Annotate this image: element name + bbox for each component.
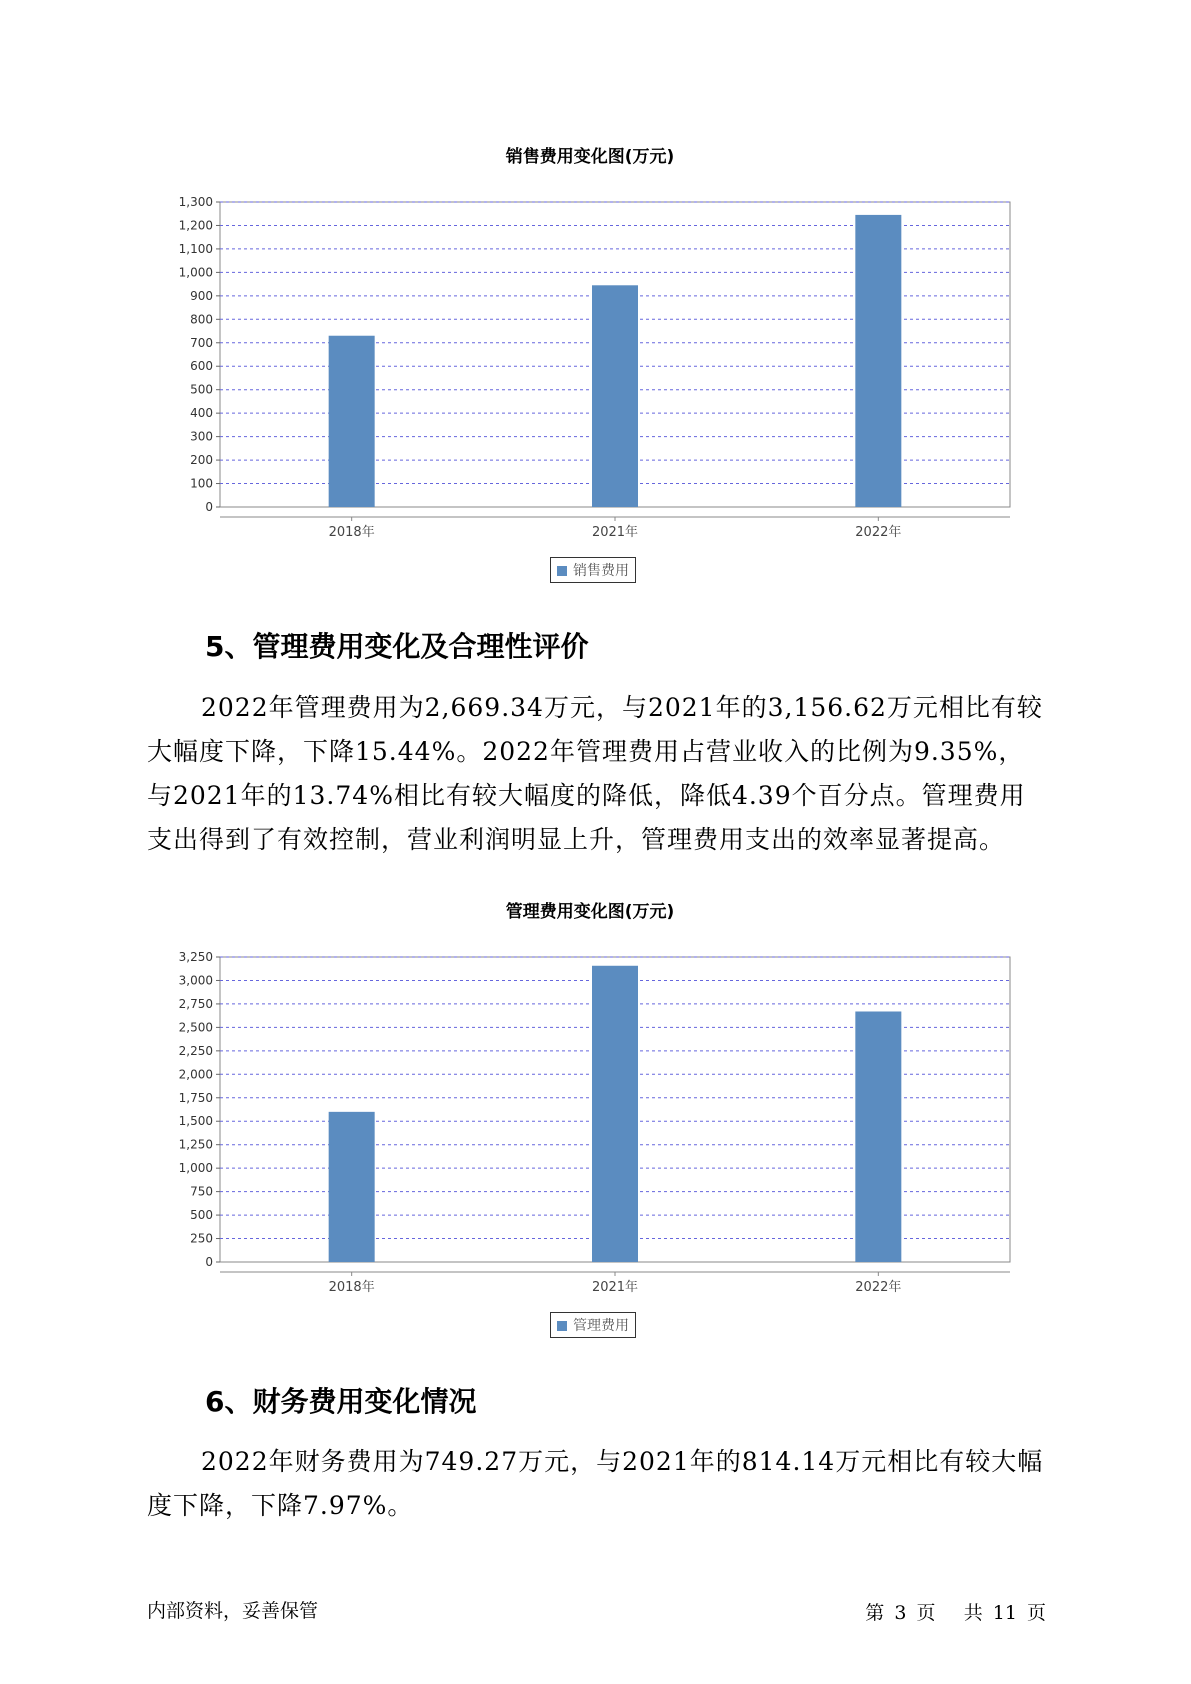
chart-title: 销售费用变化图(万元) [505, 147, 675, 167]
y-tick-label: 3,000 [178, 973, 213, 988]
bar [592, 966, 638, 1262]
y-tick-label: 1,000 [178, 1161, 213, 1176]
x-tick-label: 2018年 [328, 525, 375, 540]
section-6-paragraph: 2022年财务费用为749.27万元，与2021年的814.14万元相比有较大幅度下降，下降7.97%。 [147, 1447, 1044, 1520]
bar [855, 1011, 901, 1262]
bar [855, 215, 901, 507]
y-tick-label: 1,000 [178, 265, 213, 280]
y-tick-label: 250 [190, 1231, 213, 1246]
bar [592, 285, 638, 507]
y-tick-label: 700 [190, 335, 213, 350]
y-tick-label: 600 [190, 359, 213, 374]
x-tick-label: 2021年 [591, 1280, 639, 1295]
legend-label: 销售费用 [573, 563, 629, 579]
y-tick-label: 300 [190, 429, 213, 444]
y-tick-label: 1,750 [178, 1090, 213, 1105]
x-tick-label: 2022年 [855, 1280, 902, 1295]
page-num: 3 [894, 1602, 907, 1624]
page-prefix: 第 [865, 1602, 885, 1624]
x-tick-label: 2021年 [591, 525, 639, 540]
y-tick-label: 2,250 [178, 1043, 213, 1058]
y-tick-label: 500 [190, 382, 213, 397]
y-tick-label: 750 [190, 1184, 213, 1199]
y-tick-label: 3,250 [178, 950, 213, 964]
bar [329, 336, 375, 507]
bar [329, 1112, 375, 1262]
y-tick-label: 0 [205, 500, 213, 514]
y-tick-label: 800 [190, 312, 213, 327]
admin-expense-chart [160, 897, 1020, 1347]
y-tick-label: 500 [190, 1208, 213, 1223]
y-tick-label: 2,500 [178, 1020, 213, 1035]
section-5-paragraph: 2022年管理费用为2,669.34万元，与2021年的3,156.62万元相比有较大幅度下降，下降15.44%。2022年管理费用占营业收入的比例为9.35%，与2021年的13.74%相比有较大幅度的降低，降低4.39个百分点。管理费用支出得到了有效控制，营业利润明显上升，管理费用支出的效率显著提高。 [147, 693, 1043, 854]
legend-label: 管理费用 [573, 1318, 629, 1334]
footer-page-number [863, 1598, 1048, 1625]
y-tick-label: 200 [190, 453, 213, 468]
section-5-heading: 5、管理费用变化及合理性评价 [205, 630, 589, 663]
y-tick-label: 1,250 [178, 1137, 213, 1152]
y-tick-label: 1,200 [178, 218, 213, 233]
page-unit: 页 [916, 1602, 936, 1624]
y-tick-label: 1,500 [178, 1114, 213, 1129]
y-tick-label: 2,750 [178, 996, 213, 1011]
y-tick-label: 1,300 [178, 195, 213, 209]
total-num: 11 [992, 1602, 1017, 1624]
y-tick-label: 2,000 [178, 1067, 213, 1082]
x-tick-label: 2018年 [328, 1280, 375, 1295]
y-tick-label: 100 [190, 476, 213, 491]
x-tick-label: 2022年 [855, 525, 902, 540]
chart-legend [550, 557, 636, 583]
total-prefix: 共 [963, 1602, 983, 1624]
admin-expense-chart-plot [160, 927, 1020, 1307]
y-tick-label: 900 [190, 288, 213, 303]
sales-expense-chart [160, 142, 1020, 592]
footer-confidential-note: 内部资料，妥善保管 [147, 1600, 319, 1622]
chart-legend [550, 1312, 636, 1338]
chart-title: 管理费用变化图(万元) [505, 902, 675, 922]
legend-swatch [557, 1321, 567, 1331]
sales-expense-chart-plot [160, 172, 1020, 552]
section-6-heading: 6、财务费用变化情况 [205, 1385, 477, 1418]
y-tick-label: 1,100 [178, 241, 213, 256]
y-tick-label: 400 [190, 406, 213, 421]
total-unit: 页 [1026, 1602, 1046, 1624]
y-tick-label: 0 [205, 1255, 213, 1269]
legend-swatch [557, 566, 567, 576]
